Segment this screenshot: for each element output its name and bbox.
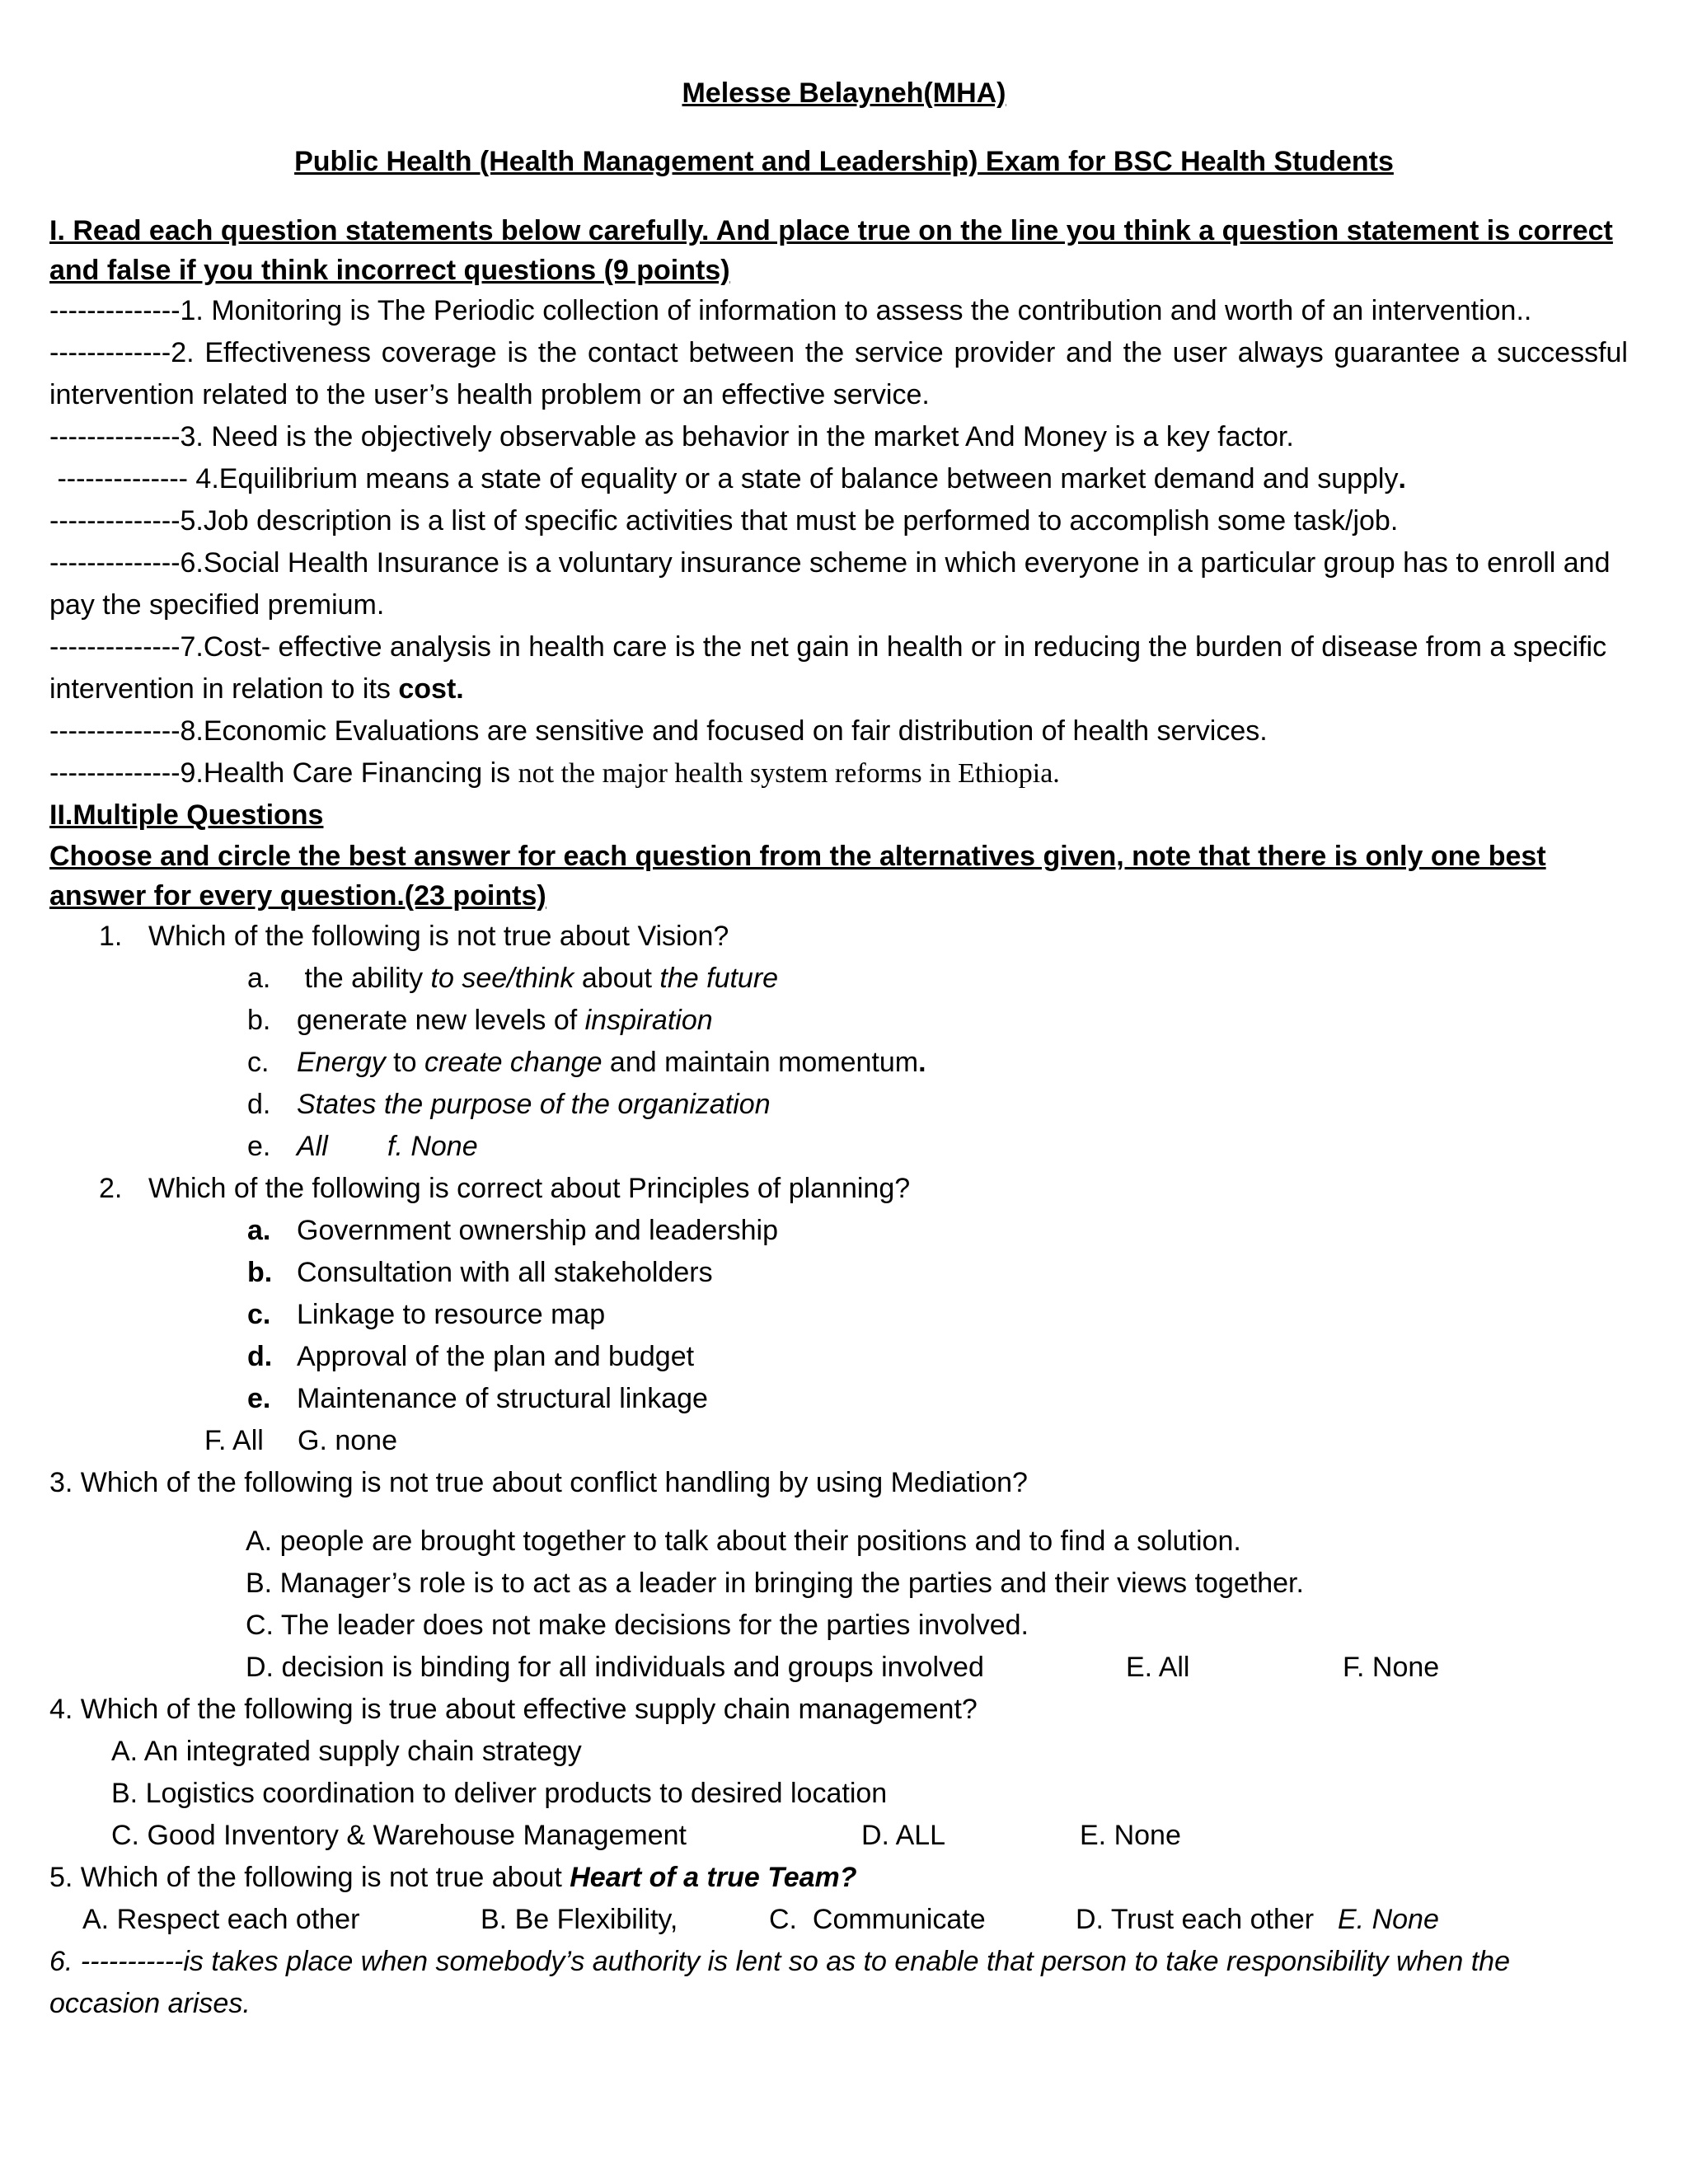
tf-item-9-text: --------------9.Health Care Financing is xyxy=(49,757,518,789)
mcq-5-question xyxy=(49,1857,1628,1899)
option-label: e. xyxy=(247,1131,271,1162)
mcq-2-option-d xyxy=(49,1336,1628,1378)
tf-item-9-serif: not the major health system reforms in Ethiopia. xyxy=(518,758,1060,789)
option-label: d. xyxy=(247,1089,271,1120)
tf-item-4-text: -------------- 4.Equilibrium means a state of equality or a state of balance between market demand and supply xyxy=(49,463,1399,494)
option-text-italic: States the purpose of the organization xyxy=(297,1089,771,1120)
tf-item-5: --------------5.Job description is a list of specific activities that must be performed to accomplish some task/job. xyxy=(49,505,1399,537)
exam-body xyxy=(49,211,1628,2025)
tf-item-8: --------------8.Economic Evaluations are sensitive and focused on fair distribution of health services. xyxy=(49,715,1268,747)
mcq-4-option-b: B. Logistics coordination to deliver products to desired location xyxy=(111,1778,888,1809)
mcq-3-option-f: F. None xyxy=(1343,1652,1440,1683)
tf-item-7-end: cost. xyxy=(398,673,464,705)
option-text: Approval of the plan and budget xyxy=(297,1341,695,1372)
option-label: b. xyxy=(247,1005,271,1036)
option-text: Consultation with all stakeholders xyxy=(297,1257,713,1288)
mcq-3-option-a: A. people are brought together to talk about their positions and to find a solution. xyxy=(246,1526,1241,1557)
tf-item-4 xyxy=(49,458,1628,500)
mcq-5-option-c: C. Communicate xyxy=(769,1904,986,1935)
mcq-4-option-a: A. An integrated supply chain strategy xyxy=(111,1736,582,1767)
mcq-4-option-c: C. Good Inventory & Warehouse Management xyxy=(111,1820,687,1851)
option-text-italic: to see/think xyxy=(430,963,574,994)
tf-item-4-end: . xyxy=(1398,463,1406,494)
option-label: d. xyxy=(247,1341,273,1372)
option-label: c. xyxy=(247,1299,271,1330)
option-label: a. xyxy=(247,1215,271,1246)
mcq-2-question xyxy=(49,1168,1628,1210)
mcq-1-text: Which of the following is not true about Vision? xyxy=(148,921,729,952)
mcq-5-emphasis: Heart of a true Team? xyxy=(570,1862,857,1893)
mcq-2-option-e xyxy=(49,1378,1628,1420)
option-text-italic: inspiration xyxy=(584,1005,713,1036)
option-text: Government ownership and leadership xyxy=(297,1215,779,1246)
mcq-5-options xyxy=(49,1899,1628,1941)
author-name: Melesse Belayneh(MHA) xyxy=(682,77,1006,109)
mcq-4-option-d: D. ALL xyxy=(861,1820,946,1851)
mcq-4-option-cde xyxy=(49,1815,1628,1857)
option-label: a. xyxy=(247,963,271,994)
option-text-italic: f. None xyxy=(387,1131,478,1162)
section1-instruction: I. Read each question statements below carefully. And place true on the line you think a question statement is correct and false if you think incorrect questions (9 points) xyxy=(49,215,1613,286)
tf-item-6: --------------6.Social Health Insurance is a voluntary insurance scheme in which everyone in a particular group has to enroll and pay the specified premium. xyxy=(49,547,1611,621)
mcq-5-option-a: A. Respect each other xyxy=(82,1904,360,1935)
mcq-3-option-d: D. decision is binding for all individuals and groups involved xyxy=(246,1652,984,1683)
mcq-1-option-b xyxy=(49,1000,1628,1042)
option-text: about xyxy=(574,963,660,994)
mcq-2-text: Which of the following is correct about Principles of planning? xyxy=(148,1173,911,1204)
option-text-bold: . xyxy=(918,1047,926,1078)
option-label: b. xyxy=(247,1257,273,1288)
option-text-italic: the future xyxy=(659,963,779,994)
tf-item-3: --------------3. Need is the objectively observable as behavior in the market And Money is a key factor. xyxy=(49,421,1294,452)
tf-item-7-text: --------------7.Cost- effective analysis in health care is the net gain in health or in reducing the burden of disease from a specific intervention in relation to its xyxy=(49,631,1607,705)
option-text: to xyxy=(385,1047,424,1078)
section2-instruction: Choose and circle the best answer for each question from the alternatives given, note that there is only one best answer for every question.(23 points) xyxy=(49,841,1546,912)
option-text: the ability xyxy=(297,963,431,994)
tf-item-2: -------------2. Effectiveness coverage is the contact between the service provider and the user always guarantee a successful intervention related to the user’s health problem or an effective service. xyxy=(49,337,1628,410)
option-label: e. xyxy=(247,1383,271,1414)
mcq-1-number: 1. xyxy=(99,921,123,952)
option-text: Maintenance of structural linkage xyxy=(297,1383,708,1414)
mcq-1-option-e xyxy=(49,1126,1628,1168)
option-text: Linkage to resource map xyxy=(297,1299,606,1330)
mcq-3-option-e: E. All xyxy=(1126,1652,1190,1683)
tf-item-9 xyxy=(49,752,1628,794)
mcq-4-question: 4. Which of the following is true about effective supply chain management? xyxy=(49,1694,978,1725)
exam-title: Public Health (Health Management and Leadership) Exam for BSC Health Students xyxy=(294,146,1394,177)
mcq-2-number: 2. xyxy=(99,1173,123,1204)
mcq-2-option-fg xyxy=(49,1420,1628,1462)
mcq-1-question xyxy=(49,916,1628,958)
section2-heading: II.Multiple Questions xyxy=(49,799,324,831)
tf-item-7 xyxy=(49,626,1628,710)
mcq-1-option-c xyxy=(49,1042,1628,1084)
mcq-4-option-e: E. None xyxy=(1080,1820,1181,1851)
mcq-2-option-b xyxy=(49,1252,1628,1294)
option-f: F. All xyxy=(204,1425,264,1456)
option-text-italic: All xyxy=(297,1131,328,1162)
mcq-3-question: 3. Which of the following is not true about conflict handling by using Mediation? xyxy=(49,1467,1028,1498)
mcq-5-option-e: E. None xyxy=(1338,1904,1439,1935)
option-text: generate new levels of xyxy=(297,1005,585,1036)
option-text: and maintain momentum xyxy=(602,1047,919,1078)
mcq-1-option-d xyxy=(49,1084,1628,1126)
mcq-5-text: 5. Which of the following is not true about xyxy=(49,1862,570,1893)
mcq-2-option-c xyxy=(49,1294,1628,1336)
option-text-italic: create change xyxy=(424,1047,603,1078)
option-g: G. none xyxy=(298,1425,397,1456)
option-label: c. xyxy=(247,1047,270,1078)
mcq-5-option-d: D. Trust each other xyxy=(1076,1904,1315,1935)
mcq-3-option-c: C. The leader does not make decisions for the parties involved. xyxy=(246,1610,1029,1641)
mcq-1-option-a xyxy=(49,958,1628,1000)
mcq-2-option-a xyxy=(49,1210,1628,1252)
mcq-3-option-b: B. Manager’s role is to act as a leader in bringing the parties and their views together. xyxy=(246,1568,1304,1599)
option-text-italic: Energy xyxy=(297,1047,386,1078)
tf-item-1: --------------1. Monitoring is The Periodic collection of information to assess the contribution and worth of an intervention.. xyxy=(49,295,1532,326)
mcq-6-question: 6. -----------is takes place when somebody’s authority is lent so as to enable that person to take responsibility when the occasion arises. xyxy=(49,1946,1510,2019)
mcq-5-option-b: B. Be Flexibility, xyxy=(481,1904,678,1935)
mcq-3-option-def xyxy=(49,1647,1628,1689)
